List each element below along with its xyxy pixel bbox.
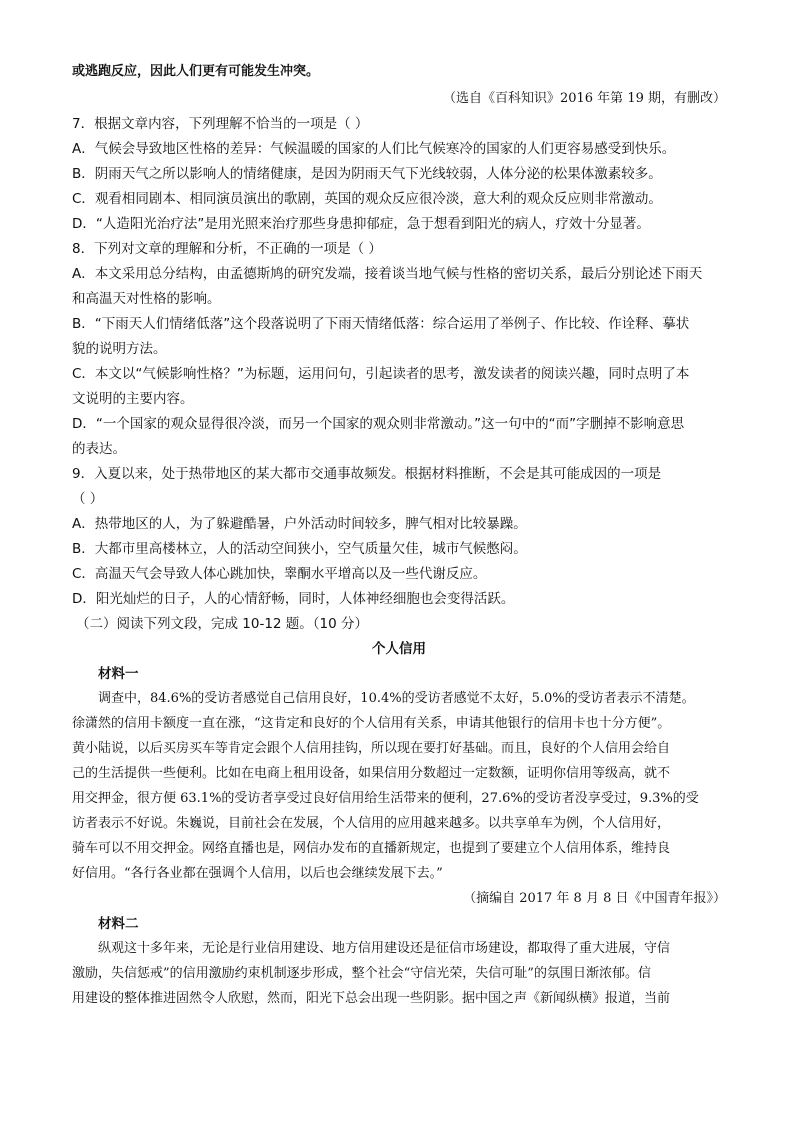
material-1-source: （摘编自 2017 年 8 月 8 日《中国青年报》） [463,891,726,906]
question-9-option-a: A．热带地区的人，为了躲避酷暑，户外活动时间较多，脾气相对比较暴躁。 [72,516,527,532]
material-1-label: 材料一 [98,666,139,682]
question-8-option-b: B．“下雨天人们情绪低落”这个段落说明了下雨天情绪低落：综合运用了举例子、作比较、作诠释、摹状 [72,316,690,332]
material-2-label: 材料二 [98,916,139,932]
question-8-option-a: A．本文采用总分结构，由孟德斯鸠的研究发端，接着谈当地气候与性格的密切关系，最后分别论述下雨天 [72,266,703,282]
question-8-stem: 8．下列对文章的理解和分析，不正确的一项是（ ） [72,241,382,257]
question-8-option-b-cont: 貌的说明方法。 [72,341,167,357]
material-1-line: 己的生活提供一些便利。比如在电商上租用设备，如果信用分数超过一定数额，证明你信用等级高，就不 [72,766,671,781]
question-8-option-c: C．本文以“气候影响性格？”为标题，运用问句，引起读者的思考，激发读者的阅读兴趣，同时点明了本 [72,366,690,382]
question-7-option-c: C．观看相同剧本、相同演员演出的歌剧，英国的观众反应很冷淡，意大利的观众反应则非常激动。 [72,191,662,207]
section-heading: （二）阅读下列文段，完成 10-12 题。（10 分） [76,616,369,632]
question-8-option-d-cont: 的表达。 [72,441,126,457]
paragraph-continuation: 或逃跑反应，因此人们更有可能发生冲突。 [72,64,320,79]
question-9-option-c: C．高温天气会导致人体心跳加快，睾酮水平增高以及一些代谢反应。 [72,566,487,582]
material-1-line: 访者表示不好说。朱巍说，目前社会在发展，个人信用的应用越来越多。以共享单车为例，个人信用好， [72,816,671,831]
question-9-option-d: D．阳光灿烂的日子，人的心情舒畅，同时，人体神经细胞也会变得活跃。 [72,591,515,607]
material-1-line: 好信用。“各行各业都在强调个人信用，以后也会继续发展下去。” [72,866,443,881]
question-8-option-d: D．“一个国家的观众显得很冷淡，而另一个国家的观众则非常激动。”这一句中的“而”字删掉不影响意思 [72,416,685,432]
question-7-option-d: D．“人造阳光治疗法”是用光照来治疗那些身患抑郁症，急于想看到阳光的病人，疗效十分显著。 [72,216,650,232]
passage-title: 个人信用 [372,641,426,657]
question-7-option-b: B．阴雨天气之所以影响人的情绪健康，是因为阴雨天气下光线较弱，人体分泌的松果体激素较多。 [72,166,662,182]
question-8-option-a-cont: 和高温天对性格的影响。 [72,291,221,307]
source-citation: （选自《百科知识》2016 年第 19 期，有删改） [442,91,726,106]
material-2-line: 激励，失信惩戒”的信用激励约束机制逐步形成，整个社会“守信光荣，失信可耻”的氛围日渐浓郁。信 [72,966,651,981]
material-1-line: 徐潇然的信用卡额度一直在涨，“这肯定和良好的个人信用有关系，申请其他银行的信用卡也十分方便”。 [72,716,671,731]
material-2-line: 用建设的整体推进固然令人欣慰，然而，阳光下总会出现一些阴影。据中国之声《新闻纵横》报道，当前 [72,991,671,1006]
question-7-stem: 7．根据文章内容，下列理解不恰当的一项是（ ） [72,116,369,132]
material-1-line: 骑车可以不用交押金。网络直播也是，网信办发布的直播新规定，也提到了要建立个人信用体系，维持良 [72,841,671,856]
material-2-line: 纵观这十多年来，无论是行业信用建设、地方信用建设还是征信市场建设，都取得了重大进展，守信 [98,941,671,956]
question-9-answer-paren: （ ） [72,491,104,507]
material-1-line: 用交押金，很方便 63.1%的受访者享受过良好信用给生活带来的便利，27.6%的受访者没享受过，9.3%的受 [72,791,699,806]
question-9-stem: 9．入夏以来，处于热带地区的某大都市交通事故频发。根据材料推断，不会是其可能成因的一项是 [72,466,662,482]
material-1-line: 黄小陆说，以后买房买车等肯定会跟个人信用挂钩，所以现在要打好基础。而且，良好的个人信用会给自 [72,741,671,756]
question-9-option-b: B．大都市里高楼林立，人的活动空间狭小，空气质量欠佳，城市气候憋闷。 [72,541,527,557]
material-1-line: 调查中，84.6%的受访者感觉自己信用良好，10.4%的受访者感觉不太好，5.0%的受访者表示不清楚。 [98,691,695,706]
question-8-option-c-cont: 文说明的主要内容。 [72,391,194,407]
question-7-option-a: A．气候会导致地区性格的差异：气候温暖的国家的人们比气候寒冷的国家的人们更容易感受到快乐。 [72,141,676,157]
